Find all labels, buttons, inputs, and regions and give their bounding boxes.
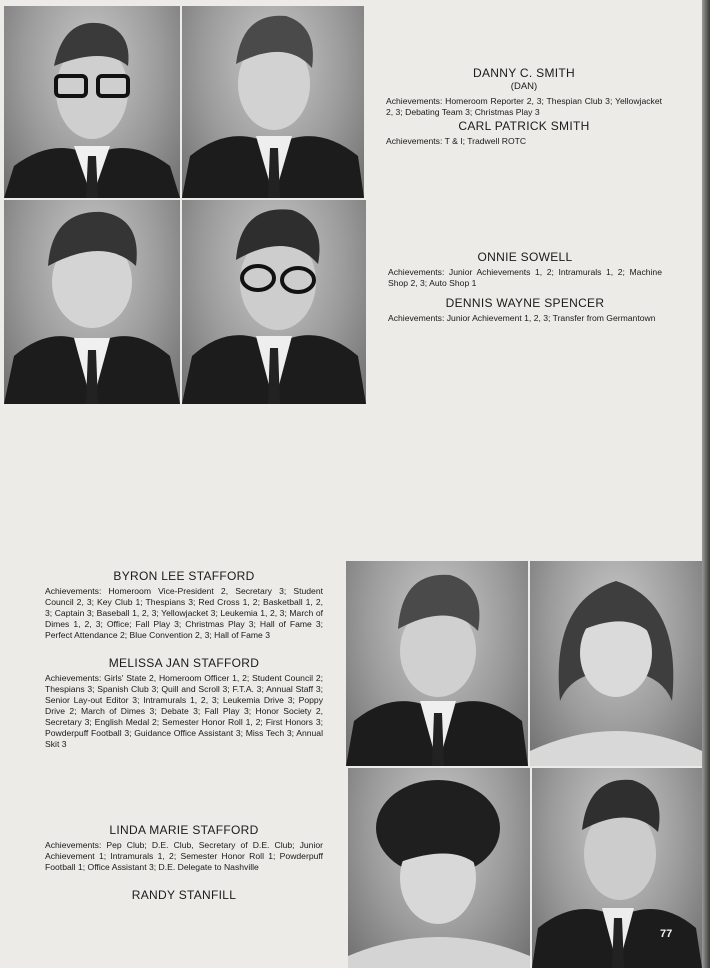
portrait-photo-randy-stanfill: [532, 768, 702, 968]
student-achievements: Achievements: Homeroom Reporter 2, 3; Thespian Club 3; Yellowjacket 2, 3; Debating Team 3; Christmas Play 3: [386, 96, 662, 117]
student-name: DENNIS WAYNE SPENCER: [445, 296, 605, 310]
student-entry-carl-smith: [386, 119, 662, 147]
portrait-photo-byron-stafford: [346, 561, 528, 766]
portrait-photo-danny-smith: [4, 6, 180, 198]
student-entry-dennis-spencer: [388, 296, 662, 324]
student-name: DANNY C. SMITH: [473, 66, 575, 80]
portrait-photo-linda-stafford: [348, 768, 530, 968]
portrait-photo-carl-smith: [182, 6, 364, 198]
student-name: ONNIE SOWELL: [477, 250, 573, 264]
student-name: BYRON LEE STAFFORD: [113, 569, 255, 583]
portrait-photo-melissa-stafford: [530, 561, 702, 766]
student-name: RANDY STANFILL: [131, 888, 237, 902]
student-achievements: Achievements: Homeroom Vice-President 2, Secretary 3; Student Council 2, 3; Key Club 1; Thespians 3; Red Cross 1, 2; Basketball 1, 2, 3; Captain 3; Baseball 1, 2, 3; Yellowjacket 3; Leukemia 1, 2, 3; March of Dimes 1, 2, 3; Office; Fall Play 3; Christmas Play 3; Hall of Fame 3; Perfect Attendance 2; Blue Convention 2, 3; Hall of Fame 3: [45, 586, 323, 640]
student-achievements: Achievements: Girls' State 2, Homeroom Officer 1, 2; Student Council 2; Thespians 3; Spanish Club 3; Quill and Scroll 3; F.T.A. 3; Annual Staff 3; Senior Lay-out Editor 3; Intramurals 1, 2, 3; Leukemia Drive 3; Poppy Drive 2; March of Dimes 3; Debate 3; Fall Play 3; Honor Society 2, Secretary 3; English Medal 2; Semester Honor Roll 1, 2; First Honors 3; Powderpuff Football 3; Guidance Office Assistant 3; Miss Tech 3; Annual Skit 3: [45, 673, 323, 749]
student-name: MELISSA JAN STAFFORD: [108, 656, 260, 670]
student-achievements: Achievements: Pep Club; D.E. Club, Secretary of D.E. Club; Junior Achievement 1; Intramurals 1, 2; Semester Honor Roll 1; Powderpuff Football 1; Office Assistant 3; D.E. Delegate to Nashville: [45, 840, 323, 872]
page-number: 77: [660, 928, 673, 940]
student-entry-byron-stafford: [45, 569, 323, 641]
page-edge-shadow: [702, 0, 710, 968]
portrait-photo-dennis-spencer: [182, 200, 366, 404]
portrait-photo-onnie-sowell: [4, 200, 180, 404]
student-entry-randy-stanfill: [45, 888, 323, 903]
student-achievements: Achievements: Junior Achievement 1, 2, 3; Transfer from Germantown: [388, 313, 656, 323]
student-name: CARL PATRICK SMITH: [458, 119, 590, 133]
student-entry-danny-smith: [386, 66, 662, 118]
student-entry-linda-stafford: [45, 823, 323, 873]
student-achievements: Achievements: Junior Achievements 1, 2; Intramurals 1, 2; Machine Shop 2, 3; Auto Shop 1: [388, 267, 662, 288]
student-name: LINDA MARIE STAFFORD: [109, 823, 259, 837]
student-achievements: Achievements: T & I; Tradwell ROTC: [386, 136, 527, 146]
student-nickname: (DAN): [510, 81, 538, 92]
student-entry-onnie-sowell: [388, 250, 662, 289]
student-entry-melissa-stafford: [45, 656, 323, 750]
